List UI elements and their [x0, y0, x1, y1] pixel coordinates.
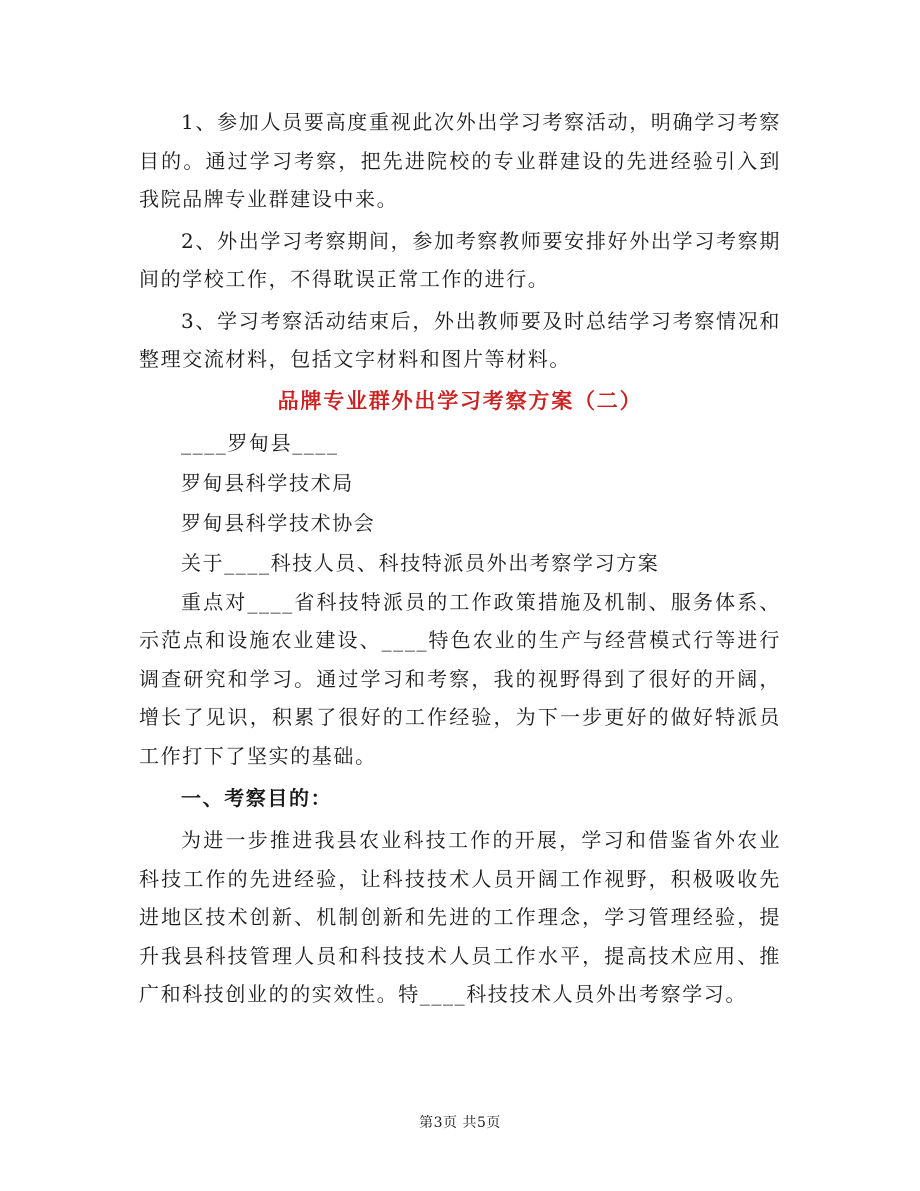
page-number-footer: 第3页 共5页 [419, 1115, 501, 1131]
line-plan-subject: 关于____科技人员、科技特派员外出考察学习方案 [181, 550, 660, 575]
heading-purpose: 一、考察目的： [181, 786, 333, 810]
section-title: 品牌专业群外出学习考察方案（二） [277, 387, 643, 413]
document-body [139, 103, 781, 1014]
paragraph-item-3: 3、学习考察活动结束后，外出教师要及时总结学习考察情况和整理交流材料，包括文字材料和图片等材料。 [139, 308, 781, 371]
intro-paragraph: 重点对____省科技特派员的工作政策措施及机制、服务体系、示范点和设施农业建设、____特色农业的生产与经营模式行等进行调查研究和学习。通过学习和考察，我的视野得到了很好的开阔，增长了见识，积累了很好的工作经验，为下一步更好的做好特派员工作打下了坚实的基础。 [139, 589, 781, 768]
line-science-association: 罗甸县科学技术协会 [181, 510, 376, 535]
paragraph-item-1: 1、参加人员要高度重视此次外出学习考察活动，明确学习考察目的。通过学习考察，把先进院校的专业群建设的先进经验引入到我院品牌专业群建设中来。 [139, 110, 781, 211]
paragraph-item-2: 2、外出学习考察期间，参加考察教师要安排好外出学习考察期间的学校工作，不得耽误正常工作的进行。 [139, 228, 781, 291]
line-county: ____罗甸县____ [181, 430, 339, 455]
line-science-bureau: 罗甸县科学技术局 [181, 470, 354, 495]
purpose-paragraph: 为进一步推进我县农业科技工作的开展，学习和借鉴省外农业科技工作的先进经验，让科技技术人员开阔工作视野，积极吸收先进地区技术创新、机制创新和先进的工作理念，学习管理经验，提升我县科技管理人员和科技技术人员工作水平，提高技术应用、推广和科技创业的的实效性。特____科技技术人员外出考察学习。 [139, 828, 781, 1006]
